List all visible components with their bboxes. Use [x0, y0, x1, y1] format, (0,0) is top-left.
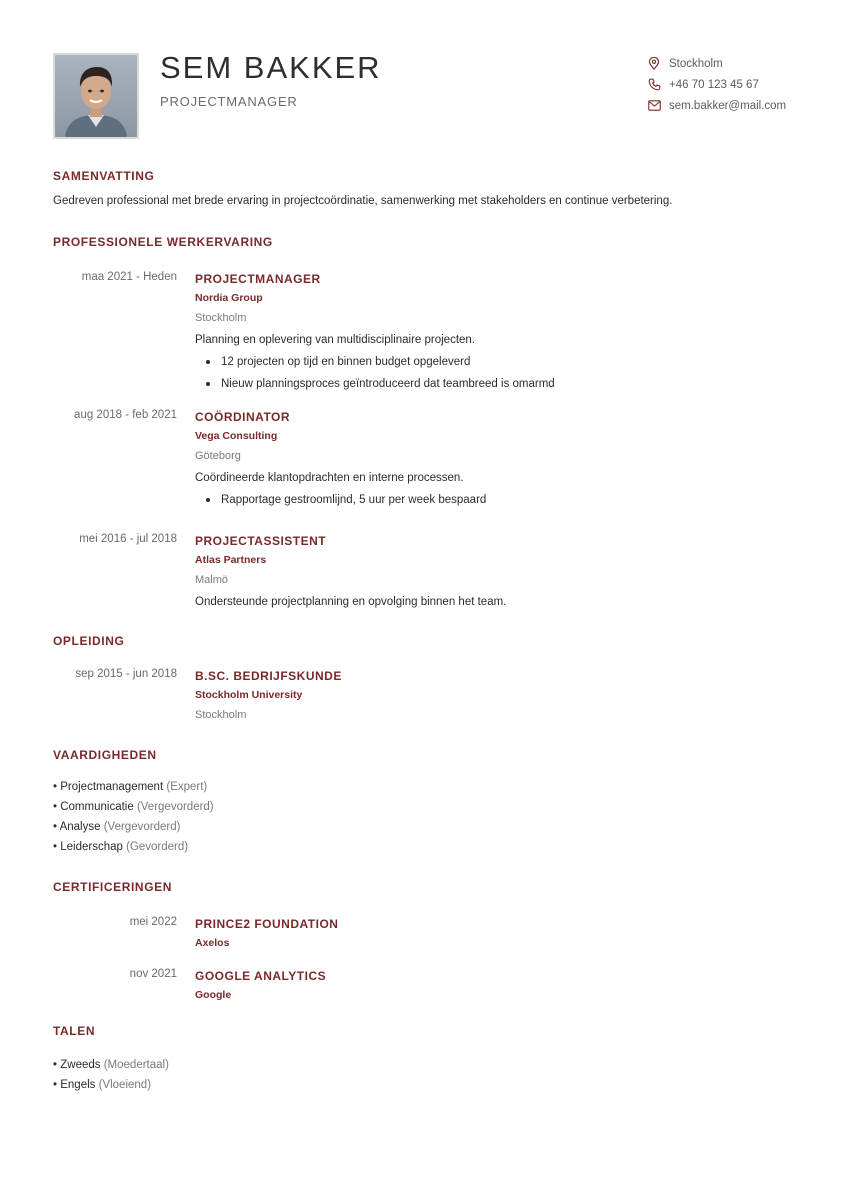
education-location: Stockholm — [195, 709, 247, 721]
language-name: Zweeds — [60, 1059, 101, 1071]
experience-role: COÖRDINATOR — [195, 410, 291, 424]
experience-bullet: 12 projecten op tijd en binnen budget opgeleverd — [195, 353, 795, 375]
language-level: (Moedertaal) — [103, 1059, 169, 1071]
skill-level: (Vergevorderd) — [103, 821, 181, 833]
location-pin-icon — [646, 56, 662, 72]
phone-icon — [646, 77, 662, 93]
language-item: • Engels (Vloeiend) — [53, 1079, 152, 1091]
experience-date: mei 2016 - jul 2018 — [79, 533, 177, 545]
skill-item: • Projectmanagement (Expert) — [53, 781, 208, 793]
profile-photo-image — [55, 55, 137, 137]
skill-item: • Communicatie (Vergevorderd) — [53, 801, 214, 813]
skill-level: (Vergevorderd) — [136, 801, 214, 813]
experience-location: Stockholm — [195, 312, 247, 324]
experience-bullets — [195, 491, 795, 513]
experience-date: aug 2018 - feb 2021 — [74, 409, 177, 421]
experience-location: Göteborg — [195, 450, 241, 462]
contact-block — [646, 53, 786, 116]
contact-phone[interactable] — [646, 74, 786, 95]
profile-photo — [53, 53, 139, 139]
skill-name: Communicatie — [60, 801, 134, 813]
candidate-name: SEM BAKKER — [160, 50, 382, 85]
skill-item: • Analyse (Vergevorderd) — [53, 821, 181, 833]
contact-phone-text[interactable]: +46 70 123 45 67 — [669, 78, 759, 91]
languages-list — [53, 1057, 169, 1097]
certification-name: PRINCE2 FOUNDATION — [195, 917, 339, 931]
experience-role: PROJECTASSISTENT — [195, 534, 327, 548]
language-name: Engels — [60, 1079, 96, 1091]
experience-bullet: Nieuw planningsproces geïntroduceerd dat teambreed is omarmd — [195, 375, 795, 397]
skill-name: Analyse — [59, 821, 101, 833]
certification-date: mei 2022 — [129, 916, 177, 928]
certification-issuer: Google — [195, 989, 232, 1001]
mail-icon — [646, 98, 662, 114]
summary-heading: SAMENVATTING — [53, 169, 155, 183]
skills-heading: VAARDIGHEDEN — [53, 748, 157, 762]
education-heading: OPLEIDING — [53, 634, 125, 648]
contact-email[interactable] — [646, 95, 786, 116]
certification-issuer: Axelos — [195, 937, 230, 949]
experience-heading: PROFESSIONELE WERKERVARING — [53, 235, 273, 249]
education-date: sep 2015 - jun 2018 — [75, 668, 177, 680]
experience-org: Nordia Group — [195, 292, 263, 304]
language-item: • Zweeds (Moedertaal) — [53, 1059, 169, 1071]
language-level: (Vloeiend) — [98, 1079, 152, 1091]
experience-description: Planning en oplevering van multidisciplinaire projecten. — [195, 334, 475, 346]
skill-name: Projectmanagement — [60, 781, 164, 793]
experience-org: Vega Consulting — [195, 430, 278, 442]
certification-date: nov 2021 — [129, 968, 177, 980]
education-school: Stockholm University — [195, 689, 303, 701]
skill-item: • Leiderschap (Gevorderd) — [53, 841, 189, 853]
skill-name: Leiderschap — [60, 841, 123, 853]
certifications-heading: CERTIFICERINGEN — [53, 880, 173, 894]
experience-description: Coördineerde klantopdrachten en interne processen. — [195, 472, 464, 484]
candidate-title: PROJECTMANAGER — [160, 94, 298, 109]
experience-description: Ondersteunde projectplanning en opvolging binnen het team. — [195, 596, 507, 608]
experience-location: Malmö — [195, 574, 229, 586]
contact-location — [646, 53, 786, 74]
skills-list — [53, 779, 214, 859]
skill-level: (Gevorderd) — [126, 841, 189, 853]
languages-heading: TALEN — [53, 1024, 96, 1038]
education-degree: B.SC. BEDRIJFSKUNDE — [195, 669, 342, 683]
summary-text: Gedreven professional met brede ervaring in projectcoördinatie, samenwerking met stakeholders en continue verbetering. — [53, 195, 673, 207]
contact-email-text[interactable]: sem.bakker@mail.com — [669, 99, 787, 112]
experience-date: maa 2021 - Heden — [81, 271, 177, 283]
experience-bullet: Rapportage gestroomlijnd, 5 uur per week bespaard — [195, 491, 795, 513]
experience-bullets — [195, 353, 795, 396]
contact-location-text: Stockholm — [669, 57, 723, 70]
certification-name: GOOGLE ANALYTICS — [195, 969, 327, 983]
experience-role: PROJECTMANAGER — [195, 272, 321, 286]
skill-level: (Expert) — [166, 781, 208, 793]
experience-org: Atlas Partners — [195, 554, 267, 566]
